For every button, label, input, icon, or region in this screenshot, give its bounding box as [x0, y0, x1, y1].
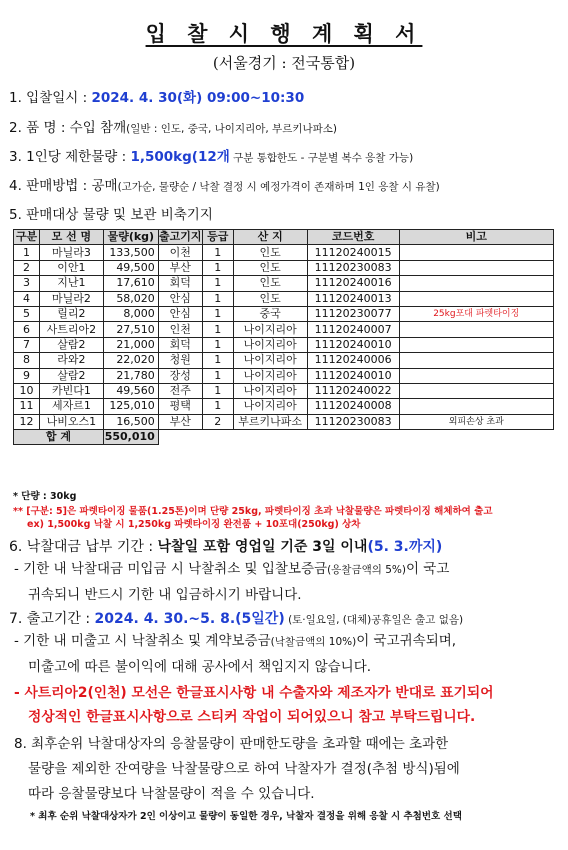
- tiebreak-line2: 물량을 제외한 잔여량을 낙찰물량으로 하여 낙찰자가 결정(추첨 방식)됨에: [28, 761, 460, 777]
- total-row: [14, 430, 554, 445]
- sale-method-label: 4. 판매방법 : 공매: [9, 178, 118, 194]
- table-cell: 1: [202, 368, 233, 383]
- table-cell: 인천: [158, 322, 202, 337]
- table-cell: 8,000: [103, 306, 158, 321]
- table-cell: 안심: [158, 306, 202, 321]
- table-cell: 133,500: [103, 245, 158, 260]
- payment-line: [9, 536, 560, 556]
- table-cell: 지난1: [39, 276, 103, 291]
- table-cell: 1: [202, 353, 233, 368]
- table-cell: 16,500: [103, 414, 158, 429]
- table-cell: 부산: [158, 260, 202, 275]
- table-cell: 부산: [158, 414, 202, 429]
- limit-note: 구분 통합한도 - 구분별 복수 응찰 가능): [229, 152, 414, 164]
- table-cell: 인도: [233, 291, 307, 306]
- header-cell: 물량(kg): [103, 230, 158, 245]
- header-cell: 비고: [399, 230, 553, 245]
- table-cell: 11120230083: [307, 414, 399, 429]
- bid-datetime-value: 2024. 4. 30(화) 09:00~10:30: [91, 90, 305, 106]
- table-cell: 전주: [158, 383, 202, 398]
- table-cell: 11120230077: [307, 306, 399, 321]
- table-cell: 17,610: [103, 276, 158, 291]
- release-body-line2: 미출고에 따른 불이익에 대해 공사에서 책임지지 않습니다.: [28, 659, 372, 675]
- table-cell: 카빈다1: [39, 383, 103, 398]
- table-cell: 안심: [158, 291, 202, 306]
- table-cell: [399, 291, 553, 306]
- table-cell: 58,020: [103, 291, 158, 306]
- table-cell: 25kg포대 파렛타이징: [399, 306, 553, 321]
- payment-value: 낙찰일 포함 영업일 기준 3일 이내: [157, 539, 368, 555]
- table-cell: 27,510: [103, 322, 158, 337]
- table-cell: 청원: [158, 353, 202, 368]
- table-cell: 11120240010: [307, 337, 399, 352]
- label-notice: [14, 681, 559, 729]
- total-value: 550,010: [103, 430, 158, 445]
- total-empty: [158, 430, 553, 445]
- table-cell: 1: [202, 276, 233, 291]
- table-cell: 나이지리아: [233, 383, 307, 398]
- table-cell: 사트리아2: [39, 322, 103, 337]
- label-notice-line1: - 사트리아2(인천) 모선은 한글표시사항 내 수출자와 제조자가 반대로 표기되어: [14, 685, 494, 701]
- table-cell: 인도: [233, 260, 307, 275]
- document-subtitle: (서울경기 : 전국통합): [212, 54, 356, 72]
- table-cell: 마닐라3: [39, 245, 103, 260]
- table-row: [14, 260, 554, 275]
- table-cell: 12: [14, 414, 40, 429]
- table-cell: 11120240013: [307, 291, 399, 306]
- table-cell: 나이지리아: [233, 322, 307, 337]
- table-row: [14, 414, 554, 429]
- release-label: 7. 출고기간 :: [9, 611, 95, 627]
- payment-body: [14, 557, 554, 608]
- table-row: [14, 368, 554, 383]
- table-cell: 나이지리아: [233, 399, 307, 414]
- table-cell: [399, 383, 553, 398]
- footnote-unit: * 단량 : 30kg: [13, 491, 77, 502]
- table-row: [14, 383, 554, 398]
- footnote-example: ex) 1,500kg 낙찰 시 1,250kg 파렛타이징 완전품 + 10포대(250kg) 상차: [27, 519, 361, 530]
- table-cell: 1: [202, 337, 233, 352]
- table-cell: 나비오스1: [39, 414, 103, 429]
- table-cell: 마닐라2: [39, 291, 103, 306]
- table-cell: [399, 245, 553, 260]
- table-cell: 11120230083: [307, 260, 399, 275]
- table-cell: 49,560: [103, 383, 158, 398]
- table-cell: 11120240022: [307, 383, 399, 398]
- table-cell: 1: [202, 322, 233, 337]
- table-cell: 8: [14, 353, 40, 368]
- table-cell: [399, 368, 553, 383]
- table-cell: 라와2: [39, 353, 103, 368]
- table-cell: 릴리2: [39, 306, 103, 321]
- table-cell: 인도: [233, 276, 307, 291]
- table-cell: 인도: [233, 245, 307, 260]
- table-cell: [399, 260, 553, 275]
- item-label: 2. 품 명 : 수입 참깨: [9, 120, 127, 136]
- tiebreak-section: [14, 732, 554, 807]
- table-cell: 11120240007: [307, 322, 399, 337]
- bid-datetime-label: 1. 입찰일시 :: [9, 90, 92, 106]
- table-cell: 부르키나파소: [233, 414, 307, 429]
- table-row: [14, 276, 554, 291]
- item-line: [9, 116, 560, 136]
- header-cell: 산 지: [233, 230, 307, 245]
- header-cell: 코드번호: [307, 230, 399, 245]
- table-cell: 1: [14, 245, 40, 260]
- payment-label: 6. 낙찰대금 납부 기간 :: [9, 539, 158, 555]
- table-row: [14, 306, 554, 321]
- table-cell: 1: [202, 306, 233, 321]
- table-cell: 2: [202, 414, 233, 429]
- table-cell: 11120240010: [307, 368, 399, 383]
- table-row: [14, 322, 554, 337]
- table-cell: 나이지리아: [233, 337, 307, 352]
- table-cell: [399, 353, 553, 368]
- table-row: [14, 245, 554, 260]
- header-cell: 구분: [14, 230, 40, 245]
- tiebreak-line1: 8. 최후순위 낙찰대상자의 응찰물량이 판매한도량을 초과할 때에는 초과한: [14, 736, 449, 752]
- table-cell: 회덕: [158, 337, 202, 352]
- release-note: (토·일요일, (대체)공휴일은 출고 없음): [284, 614, 464, 626]
- table-cell: 11: [14, 399, 40, 414]
- release-line: [9, 608, 560, 628]
- table-cell: 1: [202, 399, 233, 414]
- limit-line: [9, 145, 560, 165]
- lottery-note: * 최후 순위 낙찰대상자가 2인 이상이고 물량이 동일한 경우, 낙찰자 결정을 위해 응찰 시 추첨번호 선택: [30, 811, 462, 822]
- table-row: [14, 399, 554, 414]
- sale-method-line: [9, 174, 560, 194]
- table-cell: 11120240016: [307, 276, 399, 291]
- table-cell: 11120240015: [307, 245, 399, 260]
- table-cell: 5: [14, 306, 40, 321]
- item-note: (일반 : 인도, 중국, 나이지리아, 부르키나파소): [126, 123, 338, 135]
- table-row: [14, 337, 554, 352]
- bid-datetime-line: [9, 86, 560, 106]
- table-cell: 나이지리아: [233, 368, 307, 383]
- table-row: [14, 353, 554, 368]
- table-cell: 평택: [158, 399, 202, 414]
- table-cell: 125,010: [103, 399, 158, 414]
- label-notice-line2: 정상적인 한글표시사항으로 스티커 작업이 되어있으니 참고 부탁드립니다.: [28, 709, 476, 725]
- table-cell: 이천: [158, 245, 202, 260]
- table-cell: 21,780: [103, 368, 158, 383]
- table-cell: 살람2: [39, 337, 103, 352]
- table-cell: [399, 322, 553, 337]
- table-cell: 1: [202, 383, 233, 398]
- table-cell: 11120240008: [307, 399, 399, 414]
- sale-method-note: (고가순, 물량순 / 낙찰 결정 시 예정가격이 존재하며 1인 응찰 시 유찰): [117, 181, 440, 193]
- release-body: [14, 629, 554, 680]
- table-cell: 1: [202, 245, 233, 260]
- payment-body-line2: 귀속되니 반드시 기한 내 입금하시기 바랍니다.: [28, 587, 302, 603]
- table-cell: 2: [14, 260, 40, 275]
- header-cell: 모 선 명: [39, 230, 103, 245]
- release-value: 2024. 4. 30.~5. 8.(5일간): [94, 611, 285, 627]
- table-cell: 세자르1: [39, 399, 103, 414]
- limit-value: 1,500kg(12개: [130, 149, 230, 165]
- table-cell: 회덕: [158, 276, 202, 291]
- table-cell: 이안1: [39, 260, 103, 275]
- total-label: 합 계: [14, 430, 104, 445]
- document-title: 입 찰 시 행 계 획 서: [145, 22, 423, 46]
- table-cell: 1: [202, 260, 233, 275]
- stock-table: [13, 229, 554, 445]
- table-cell: 4: [14, 291, 40, 306]
- table-cell: 9: [14, 368, 40, 383]
- table-cell: 49,500: [103, 260, 158, 275]
- table-cell: 나이지리아: [233, 353, 307, 368]
- footnote-pallet: ** [구분: 5]은 파렛타이징 물품(1.25톤)이며 단량 25kg, 파렛타이징 초과 낙찰물량은 파렛타이징 해체하여 출고: [13, 506, 493, 517]
- release-body-line1: - 기한 내 미출고 시 낙찰취소 및 계약보증금(낙찰금액의 10%)이 국고귀속되며,: [14, 633, 457, 649]
- payment-date: (5. 3.까지): [367, 539, 443, 555]
- table-cell: 11120240006: [307, 353, 399, 368]
- table-cell: [399, 276, 553, 291]
- table-cell: 장성: [158, 368, 202, 383]
- header-cell: 출고기지: [159, 230, 202, 244]
- payment-body-line1: - 기한 내 낙찰대금 미입금 시 낙찰취소 및 입찰보증금(응찰금액의 5%)이 국고: [14, 561, 450, 577]
- table-cell: 3: [14, 276, 40, 291]
- table-cell: [399, 399, 553, 414]
- table-cell: 살람2: [39, 368, 103, 383]
- table-cell: 21,000: [103, 337, 158, 352]
- table-row: [14, 291, 554, 306]
- table-cell: 22,020: [103, 353, 158, 368]
- stock-heading: 5. 판매대상 물량 및 보관 비축기지: [9, 207, 213, 223]
- header-cell: 등급: [202, 230, 233, 245]
- table-cell: 외피손상 초과: [399, 414, 553, 429]
- tiebreak-line3: 따라 응찰물량보다 낙찰물량이 적을 수 있습니다.: [28, 786, 315, 802]
- limit-label: 3. 1인당 제한물량 :: [9, 149, 131, 165]
- table-cell: 중국: [233, 306, 307, 321]
- table-cell: 1: [202, 291, 233, 306]
- table-header-row: [14, 230, 554, 245]
- table-cell: 7: [14, 337, 40, 352]
- table-cell: 10: [14, 383, 40, 398]
- table-cell: 6: [14, 322, 40, 337]
- table-cell: [399, 337, 553, 352]
